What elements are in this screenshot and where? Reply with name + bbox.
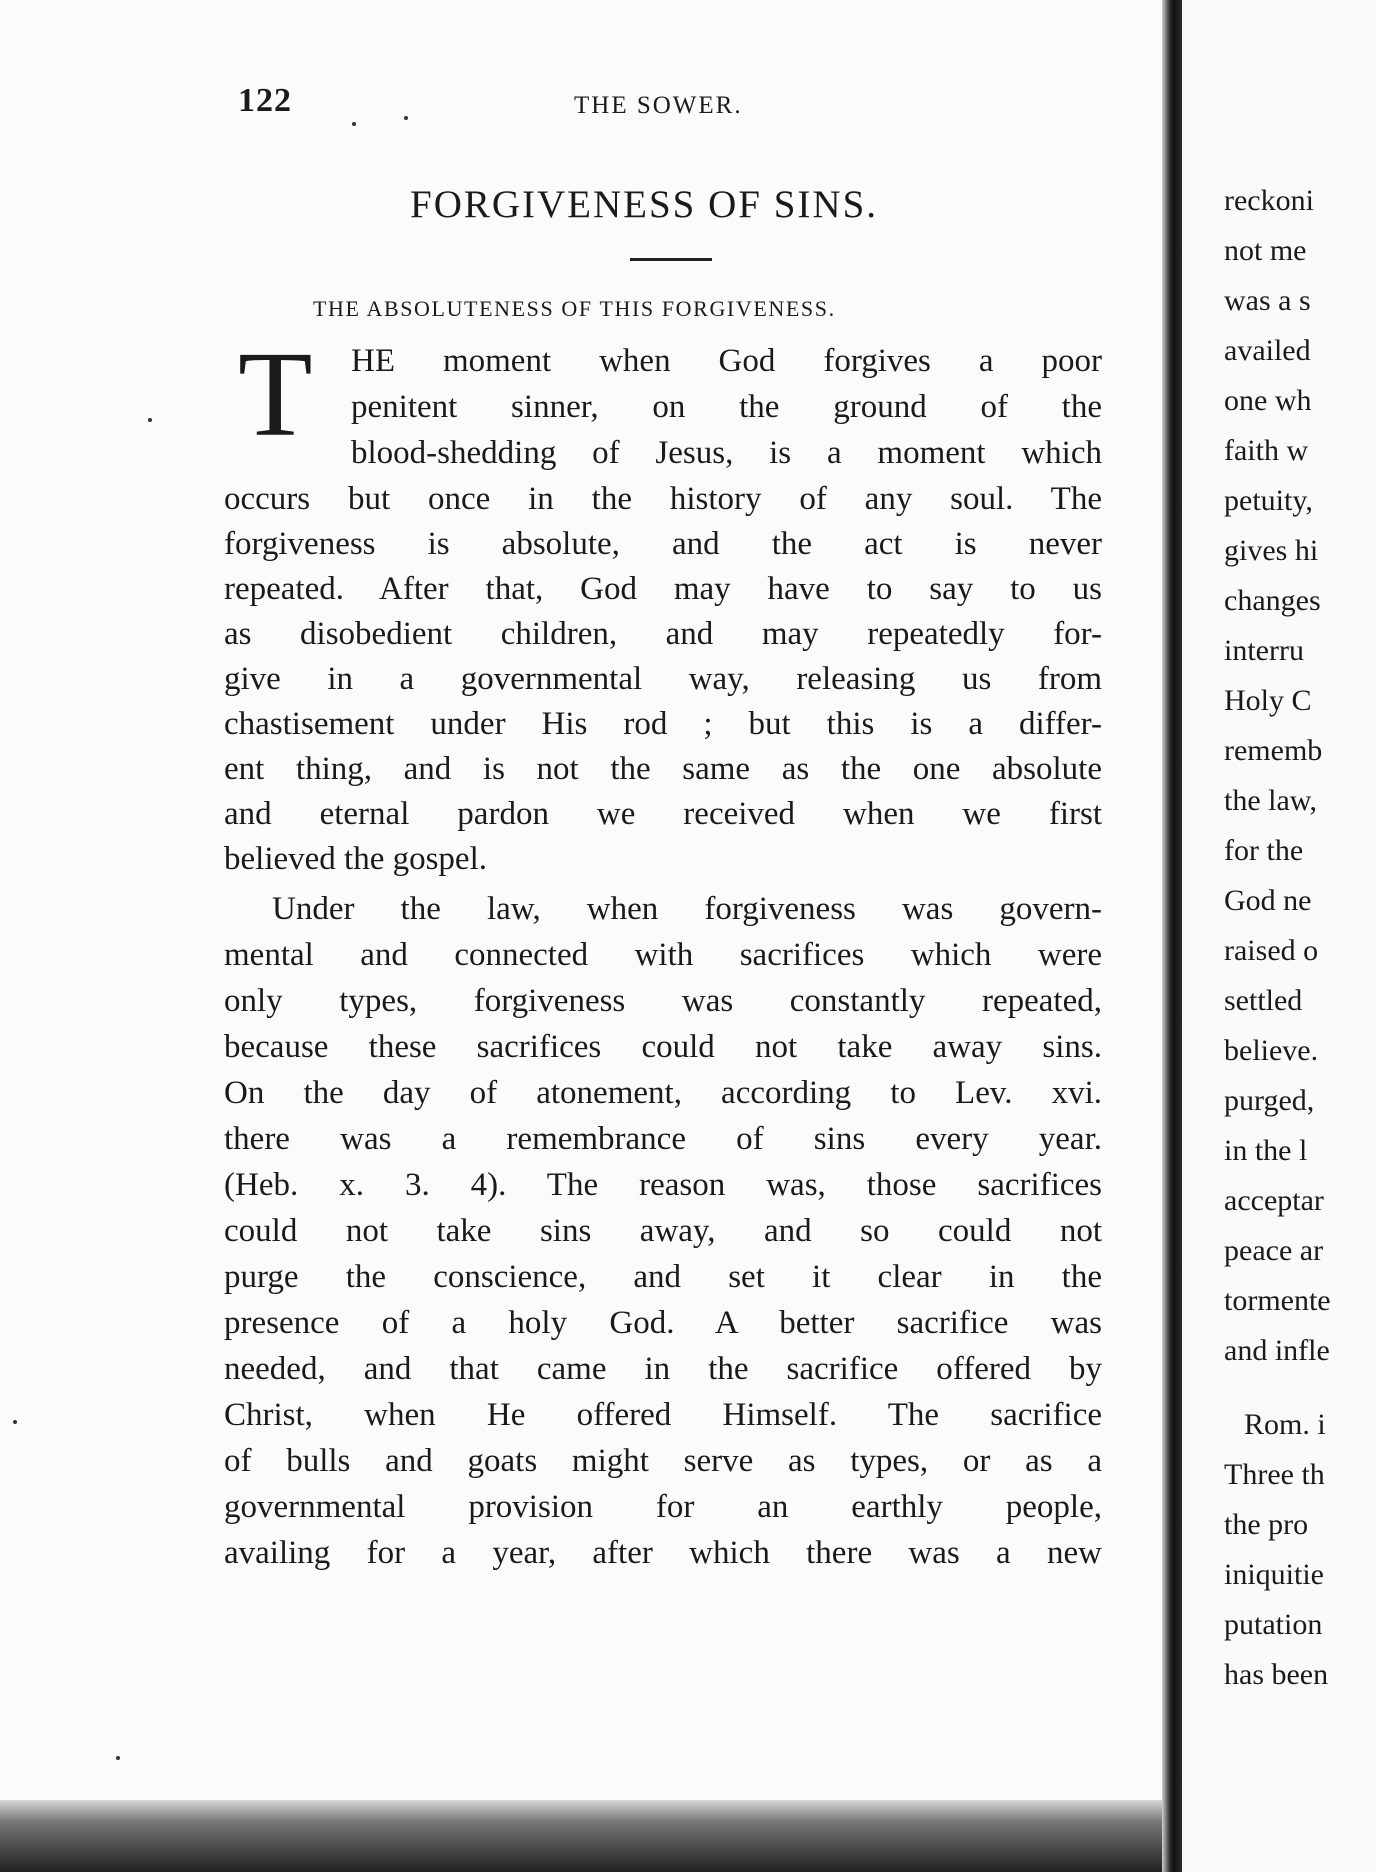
scan-speck bbox=[148, 418, 152, 422]
body-line: ent thing, and is not the same as the one absolute bbox=[224, 751, 1102, 787]
right-page-line: the law, bbox=[1224, 784, 1318, 817]
body-line: mental and connected with sacrifices which were bbox=[224, 937, 1102, 973]
right-page-line: changes bbox=[1224, 584, 1321, 617]
body-line: Christ, when He offered Himself. The sacrifice bbox=[224, 1397, 1102, 1433]
title-rule bbox=[630, 258, 712, 261]
body-line: On the day of atonement, according to Lev. xvi. bbox=[224, 1075, 1102, 1111]
body-line: governmental provision for an earthly people, bbox=[224, 1489, 1102, 1525]
right-page-line: Holy C bbox=[1224, 684, 1312, 717]
right-page-line: rememb bbox=[1224, 734, 1323, 767]
right-page-line: acceptar bbox=[1224, 1184, 1324, 1217]
scan-speck bbox=[116, 1756, 120, 1760]
right-page-line: putation bbox=[1224, 1608, 1323, 1641]
right-page bbox=[1182, 0, 1376, 1872]
scan-speck bbox=[404, 116, 408, 120]
body-line: Under the law, when forgiveness was govern- bbox=[272, 891, 1102, 927]
right-page-line: in the l bbox=[1224, 1134, 1308, 1167]
body-line: chastisement under His rod ; but this is a differ- bbox=[224, 706, 1102, 742]
right-page-line: God ne bbox=[1224, 884, 1312, 917]
page-bottom-shadow bbox=[0, 1800, 1168, 1872]
right-page-line: raised o bbox=[1224, 934, 1319, 967]
right-page-line: tormente bbox=[1224, 1284, 1331, 1317]
scan-speck bbox=[352, 122, 356, 126]
body-line: needed, and that came in the sacrifice offered by bbox=[224, 1351, 1102, 1387]
right-page-line: Rom. i bbox=[1244, 1408, 1326, 1441]
scan-speck bbox=[13, 1420, 17, 1424]
book-gutter bbox=[1162, 0, 1182, 1872]
right-page-line: faith w bbox=[1224, 434, 1309, 467]
body-line: availing for a year, after which there was a new bbox=[224, 1535, 1102, 1571]
body-line: of bulls and goats might serve as types, or as a bbox=[224, 1443, 1102, 1479]
right-page-line: not me bbox=[1224, 234, 1307, 267]
right-page-line: one wh bbox=[1224, 384, 1312, 417]
right-page-line: believe. bbox=[1224, 1034, 1319, 1067]
body-line: presence of a holy God. A better sacrifice was bbox=[224, 1305, 1102, 1341]
body-line: only types, forgiveness was constantly repeated, bbox=[224, 983, 1102, 1019]
body-line: purge the conscience, and set it clear in the bbox=[224, 1259, 1102, 1295]
page-number: 122 bbox=[238, 82, 292, 119]
right-page-line: peace ar bbox=[1224, 1234, 1324, 1267]
drop-cap: T bbox=[238, 327, 313, 462]
right-page-line: iniquitie bbox=[1224, 1558, 1324, 1591]
right-page-line: was a s bbox=[1224, 284, 1311, 317]
body-line: give in a governmental way, releasing us from bbox=[224, 661, 1102, 697]
body-line: because these sacrifices could not take away sins. bbox=[224, 1029, 1102, 1065]
body-line: blood-shedding of Jesus, is a moment which bbox=[351, 435, 1102, 471]
body-line: HE moment when God forgives a poor bbox=[351, 343, 1102, 379]
right-page-line: has been bbox=[1224, 1658, 1329, 1691]
body-line: penitent sinner, on the ground of the bbox=[351, 389, 1102, 425]
article-subtitle: THE ABSOLUTENESS OF THIS FORGIVENESS. bbox=[313, 296, 836, 321]
body-line: there was a remembrance of sins every year. bbox=[224, 1121, 1102, 1157]
right-page-line: the pro bbox=[1224, 1508, 1309, 1541]
body-line: repeated. After that, God may have to say to us bbox=[224, 571, 1102, 607]
right-page-line: interru bbox=[1224, 634, 1304, 667]
body-line: and eternal pardon we received when we first bbox=[224, 796, 1102, 832]
right-page-line: for the bbox=[1224, 834, 1304, 867]
running-head: THE SOWER. bbox=[574, 92, 743, 119]
body-line: occurs but once in the history of any soul. The bbox=[224, 481, 1102, 517]
body-line: forgiveness is absolute, and the act is never bbox=[224, 526, 1102, 562]
right-page-line: settled bbox=[1224, 984, 1303, 1017]
right-page-line: and infle bbox=[1224, 1334, 1330, 1367]
body-line: could not take sins away, and so could not bbox=[224, 1213, 1102, 1249]
right-page-line: availed bbox=[1224, 334, 1311, 367]
body-line: as disobedient children, and may repeatedly for- bbox=[224, 616, 1102, 652]
right-page-line: petuity, bbox=[1224, 484, 1313, 517]
right-page-line: Three th bbox=[1224, 1458, 1325, 1491]
article-title: FORGIVENESS OF SINS. bbox=[410, 183, 879, 226]
right-page-line: reckoni bbox=[1224, 184, 1314, 217]
right-page-line: gives hi bbox=[1224, 534, 1319, 567]
right-page-line: purged, bbox=[1224, 1084, 1315, 1117]
body-line: (Heb. x. 3. 4). The reason was, those sacrifices bbox=[224, 1167, 1102, 1203]
body-line: believed the gospel. bbox=[224, 841, 488, 877]
